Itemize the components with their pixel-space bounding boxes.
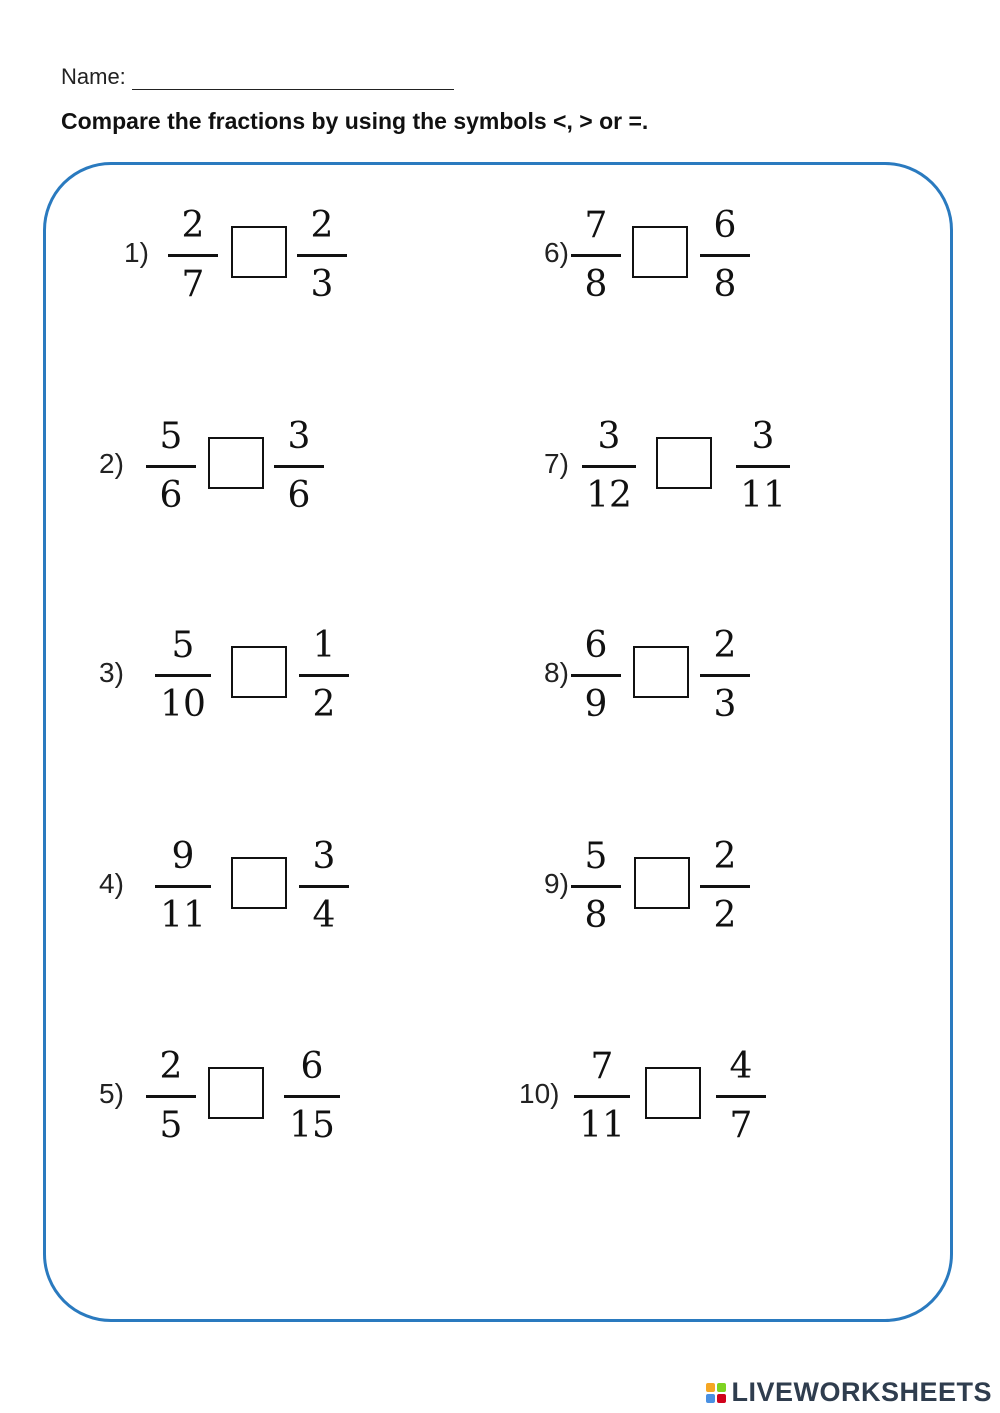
numerator: 3 (751, 416, 775, 457)
fraction-right (269, 405, 329, 525)
answer-box[interactable] (645, 1067, 701, 1119)
denominator: 3 (713, 684, 737, 725)
fraction-right (711, 1035, 771, 1155)
numerator: 5 (159, 416, 183, 457)
numerator: 5 (584, 836, 608, 877)
denominator: 2 (713, 895, 737, 936)
fraction-bar (571, 674, 621, 677)
logo-text: LIVEWORKSHEETS (731, 1377, 992, 1407)
denominator: 8 (584, 264, 608, 305)
problem-number: 7) (544, 448, 569, 479)
numerator: 2 (310, 205, 334, 246)
logo-square-1 (706, 1383, 715, 1392)
problem-number: 6) (544, 237, 569, 268)
denominator: 11 (160, 895, 206, 936)
fraction-bar (700, 254, 750, 257)
fraction-right (292, 194, 352, 314)
logo-square-3 (706, 1394, 715, 1403)
fraction-right (294, 614, 354, 734)
name-line (132, 65, 454, 90)
numerator: 3 (287, 416, 311, 457)
logo-square-2 (717, 1383, 726, 1392)
fraction-bar (574, 1095, 630, 1098)
denominator: 6 (159, 475, 183, 516)
fraction-bar (736, 465, 790, 468)
denominator: 15 (289, 1105, 335, 1146)
problem-6 (0, 194, 737, 314)
numerator: 6 (584, 625, 608, 666)
fraction-left (141, 405, 201, 525)
fraction-bar (700, 674, 750, 677)
fraction-bar (146, 465, 196, 468)
fraction-bar (299, 674, 349, 677)
denominator: 8 (584, 895, 608, 936)
name-row (61, 60, 454, 90)
numerator: 3 (597, 416, 621, 457)
problem-number: 4) (99, 868, 124, 899)
answer-box[interactable] (231, 646, 287, 698)
fraction-bar (274, 465, 324, 468)
problem-number: 8) (544, 657, 569, 688)
fraction-right (279, 1035, 345, 1155)
denominator: 4 (312, 895, 336, 936)
numerator: 2 (713, 625, 737, 666)
fraction-right (695, 194, 755, 314)
problem-number: 3) (99, 657, 124, 688)
liveworksheets-logo (706, 1377, 992, 1408)
fraction-bar (155, 885, 211, 888)
denominator: 5 (159, 1105, 183, 1146)
answer-box[interactable] (231, 226, 287, 278)
fraction-left (566, 614, 626, 734)
numerator: 2 (181, 205, 205, 246)
numerator: 2 (159, 1046, 183, 1087)
fraction-right (695, 614, 755, 734)
fraction-left (577, 405, 641, 525)
fraction-bar (168, 254, 218, 257)
fraction-left (141, 1035, 201, 1155)
answer-box[interactable] (231, 857, 287, 909)
fraction-bar (571, 885, 621, 888)
numerator: 7 (590, 1046, 614, 1087)
answer-box[interactable] (632, 226, 688, 278)
name-label: Name: (61, 64, 126, 89)
fraction-bar (571, 254, 621, 257)
fraction-bar (284, 1095, 340, 1098)
numerator: 9 (171, 836, 195, 877)
numerator: 5 (171, 625, 195, 666)
denominator: 3 (310, 264, 334, 305)
fraction-left (150, 825, 216, 945)
problem-number: 1) (124, 237, 149, 268)
fraction-left (569, 1035, 635, 1155)
denominator: 7 (181, 264, 205, 305)
problem-7 (0, 405, 786, 525)
problem-number: 5) (99, 1078, 124, 1109)
liveworksheets-logo-icon (706, 1383, 726, 1403)
fraction-right (294, 825, 354, 945)
fraction-bar (700, 885, 750, 888)
denominator: 2 (312, 684, 336, 725)
fraction-right (731, 405, 795, 525)
denominator: 12 (586, 475, 632, 516)
answer-box[interactable] (208, 437, 264, 489)
fraction-bar (582, 465, 636, 468)
denominator: 10 (160, 684, 206, 725)
numerator: 3 (312, 836, 336, 877)
problem-number: 9) (544, 868, 569, 899)
fraction-bar (146, 1095, 196, 1098)
fraction-right (695, 825, 755, 945)
fraction-bar (155, 674, 211, 677)
logo-square-4 (717, 1394, 726, 1403)
numerator: 2 (713, 836, 737, 877)
answer-box[interactable] (634, 857, 690, 909)
fraction-left (566, 194, 626, 314)
fraction-bar (716, 1095, 766, 1098)
numerator: 6 (300, 1046, 324, 1087)
fraction-left (566, 825, 626, 945)
denominator: 8 (713, 264, 737, 305)
denominator: 9 (584, 684, 608, 725)
fraction-left (150, 614, 216, 734)
answer-box[interactable] (208, 1067, 264, 1119)
instructions: Compare the fractions by using the symbols <, > or =. (61, 108, 649, 134)
answer-box[interactable] (656, 437, 712, 489)
denominator: 11 (740, 475, 786, 516)
numerator: 6 (713, 205, 737, 246)
fraction-left (163, 194, 223, 314)
numerator: 7 (584, 205, 608, 246)
numerator: 4 (729, 1046, 753, 1087)
answer-box[interactable] (633, 646, 689, 698)
problem-number: 2) (99, 448, 124, 479)
denominator: 6 (287, 475, 311, 516)
numerator: 1 (312, 625, 336, 666)
denominator: 7 (729, 1105, 753, 1146)
fraction-bar (297, 254, 347, 257)
fraction-bar (299, 885, 349, 888)
denominator: 11 (579, 1105, 625, 1146)
problem-number: 10) (519, 1078, 560, 1109)
